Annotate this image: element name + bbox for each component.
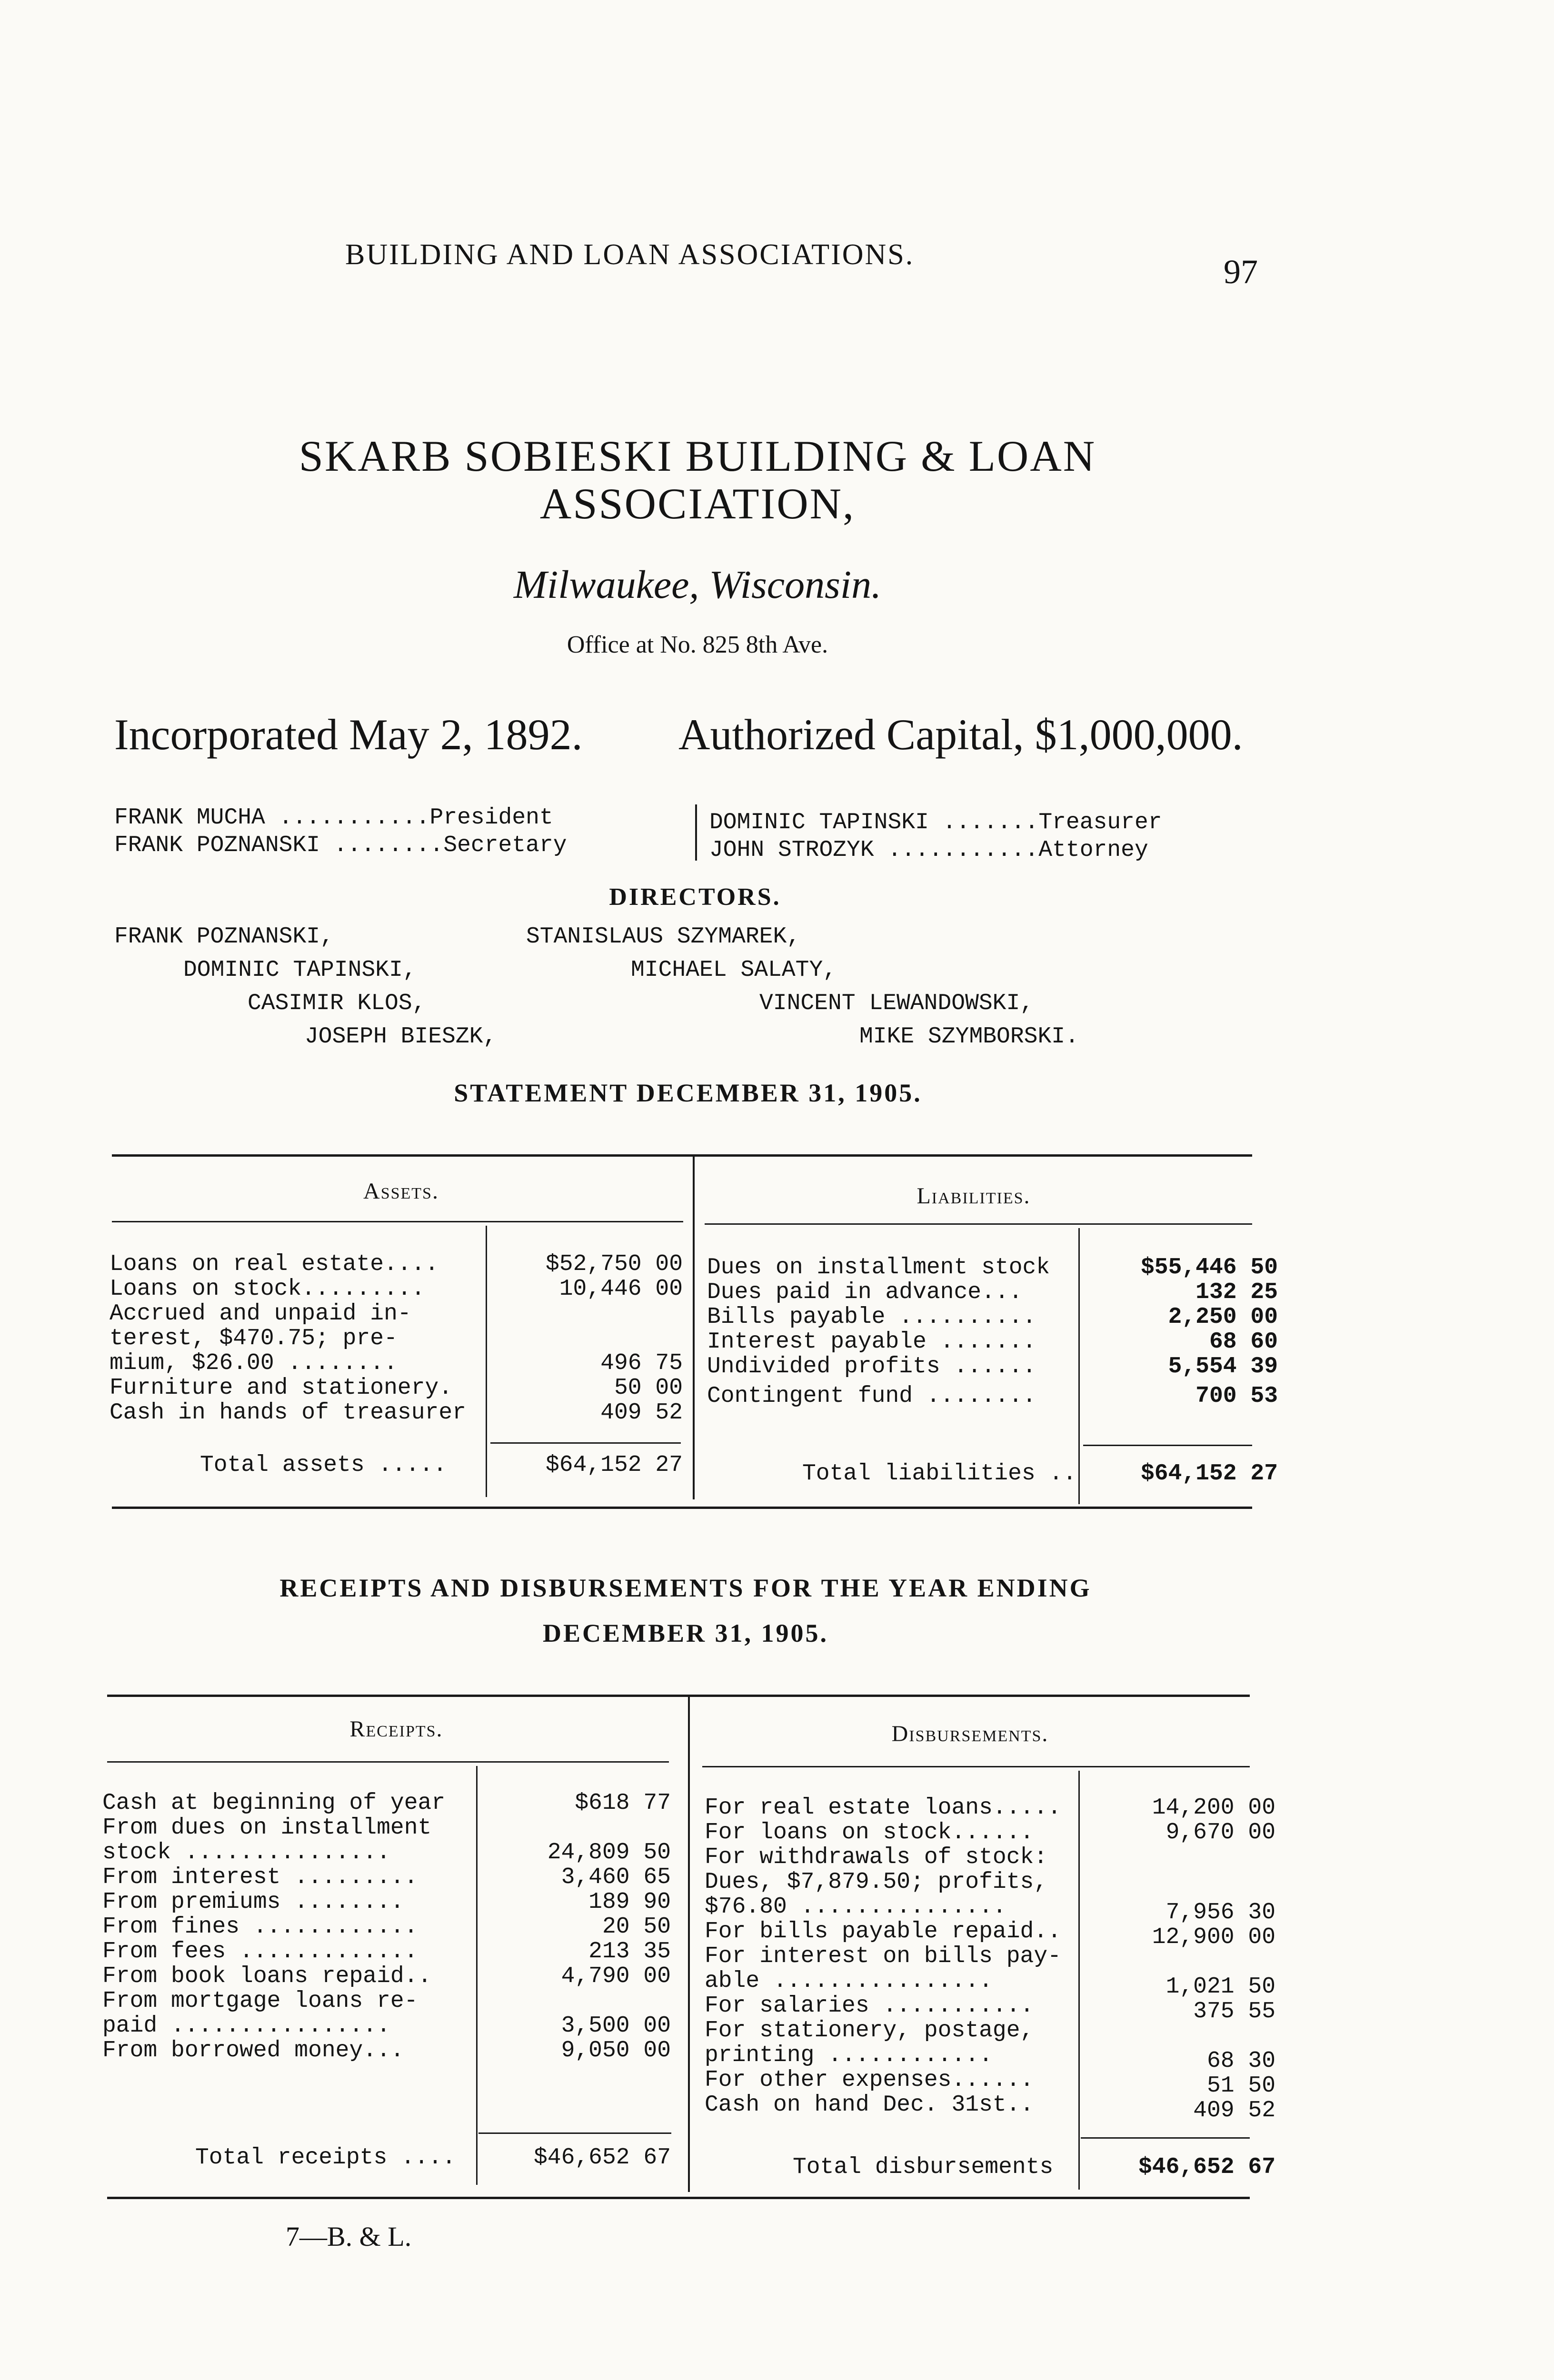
assets-row-label: Furniture and stationery. (110, 1375, 453, 1401)
disbursements-header-rule (702, 1766, 1250, 1767)
liabilities-total-amount: $64,152 27 (1140, 1461, 1278, 1487)
disbursements-row-label: Dues, $7,879.50; profits, (705, 1869, 1048, 1895)
disbursements-heading: Disbursements. (891, 1721, 1049, 1746)
receipts-row-label: From mortgage loans re- (102, 1988, 418, 2014)
liabilities-total-label: Total liabilities .. (802, 1461, 1077, 1487)
officer-treasurer: DOMINIC TAPINSKI .......Treasurer (709, 810, 1162, 835)
receipts-heading: Receipts. (349, 1716, 443, 1742)
disbursements-row-amount: 7,956 30 (1166, 1900, 1275, 1925)
liabilities-total-rule (1083, 1445, 1252, 1446)
disbursements-row-label: For stationery, postage, (705, 2018, 1034, 2043)
incorporated-date: Incorporated May 2, 1892. (114, 710, 583, 759)
liabilities-header-rule (705, 1223, 1252, 1225)
director-name: DOMINIC TAPINSKI, (183, 957, 417, 983)
receipts-bottom-rule (107, 2197, 1250, 2199)
assets-row-amount: 496 75 (600, 1350, 683, 1376)
receipts-total-label: Total receipts .... (195, 2145, 456, 2171)
receipts-row-amount: 3,460 65 (561, 1864, 671, 1890)
disbursements-row-amount: 12,900 00 (1152, 1924, 1275, 1950)
receipts-center-divider (688, 1697, 690, 2192)
statement-center-divider (693, 1157, 695, 1499)
director-name: VINCENT LEWANDOWSKI, (759, 991, 1034, 1016)
disbursements-row-label: For interest on bills pay- (705, 1944, 1061, 1969)
officers-divider (695, 804, 697, 861)
assets-row-label: Loans on real estate.... (110, 1251, 439, 1277)
running-title: BUILDING AND LOAN ASSOCIATIONS. (345, 238, 915, 271)
liabilities-row-amount: 700 53 (1195, 1383, 1278, 1409)
assets-amount-divider (486, 1226, 487, 1497)
liabilities-row-amount: $55,446 50 (1140, 1255, 1278, 1280)
association-name-line1: SKARB SOBIESKI BUILDING & LOAN (299, 432, 1096, 480)
director-name: MIKE SZYMBORSKI. (859, 1024, 1079, 1050)
directors-heading: DIRECTORS. (609, 883, 781, 911)
disbursements-row-label: Cash on hand Dec. 31st.. (705, 2092, 1034, 2118)
receipts-heading-line2: DECEMBER 31, 1905. (542, 1619, 829, 1647)
receipts-row-amount: 213 35 (588, 1939, 671, 1964)
liabilities-row-label: Contingent fund ........ (707, 1383, 1036, 1409)
liabilities-row-amount: 68 60 (1209, 1329, 1278, 1355)
liabilities-row-label: Dues on installment stock (707, 1255, 1050, 1280)
receipts-row-amount: 3,500 00 (561, 2013, 671, 2039)
receipts-row-label: From dues on installment (102, 1815, 432, 1841)
assets-header-rule (112, 1221, 683, 1222)
disbursements-row-amount: 51 50 (1206, 2073, 1275, 2099)
disbursements-row-amount: 409 52 (1193, 2098, 1275, 2123)
director-name: CASIMIR KLOS, (248, 991, 426, 1016)
receipts-total-rule (478, 2132, 671, 2134)
liabilities-row-amount: 2,250 00 (1168, 1304, 1278, 1330)
receipts-row-label: From premiums ........ (102, 1889, 404, 1915)
receipts-heading-line1: RECEIPTS AND DISBURSEMENTS FOR THE YEAR ENDING (279, 1574, 1092, 1602)
disbursements-total-rule (1081, 2137, 1250, 2139)
assets-row-amount: 409 52 (600, 1400, 683, 1426)
director-name: MICHAEL SALATY, (631, 957, 837, 983)
office-address: Office at No. 825 8th Ave. (567, 631, 828, 658)
receipts-row-amount: 189 90 (588, 1889, 671, 1915)
liabilities-row-label: Undivided profits ...... (707, 1354, 1036, 1379)
receipts-header-rule (107, 1761, 669, 1763)
assets-total-rule (490, 1442, 681, 1444)
disbursements-row-label: For other expenses...... (705, 2067, 1034, 2093)
authorized-capital: Authorized Capital, $1,000,000. (678, 710, 1243, 759)
receipts-row-amount: 20 50 (602, 1914, 671, 1940)
officer-attorney: JOHN STROZYK ...........Attorney (709, 837, 1148, 863)
disbursements-amount-divider (1078, 1771, 1080, 2190)
liabilities-row-label: Dues paid in advance... (707, 1279, 1023, 1305)
receipts-total-amount: $46,652 67 (533, 2145, 671, 2171)
receipts-row-amount: 4,790 00 (561, 1964, 671, 1989)
receipts-row-label: From interest ......... (102, 1864, 418, 1890)
liabilities-row-amount: 132 25 (1195, 1279, 1278, 1305)
liabilities-row-amount: 5,554 39 (1168, 1354, 1278, 1379)
disbursements-row-label: able ................ (705, 1968, 993, 1994)
assets-heading: Assets. (363, 1179, 439, 1204)
disbursements-row-amount: 1,021 50 (1166, 1974, 1275, 2000)
receipts-row-label: Cash at beginning of year (102, 1790, 446, 1816)
statement-top-rule (112, 1154, 1252, 1157)
liabilities-row-label: Interest payable ....... (707, 1329, 1036, 1355)
assets-row-label: Accrued and unpaid in- (110, 1301, 411, 1327)
assets-total-amount: $64,152 27 (545, 1452, 683, 1478)
disbursements-total-label: Total disbursements (793, 2154, 1054, 2180)
statement-heading: STATEMENT DECEMBER 31, 1905. (454, 1079, 922, 1107)
association-city: Milwaukee, Wisconsin. (513, 563, 882, 607)
director-name: JOSEPH BIESZK, (305, 1024, 497, 1050)
receipts-row-amount: $618 77 (575, 1790, 671, 1816)
disbursements-row-label: $76.80 ............... (705, 1894, 1006, 1920)
assets-row-label: terest, $470.75; pre- (110, 1326, 398, 1351)
assets-row-amount: 50 00 (614, 1375, 683, 1401)
receipts-row-label: From borrowed money... (102, 2038, 404, 2063)
disbursements-row-amount: 68 30 (1206, 2048, 1275, 2074)
disbursements-row-label: For real estate loans..... (705, 1795, 1061, 1821)
signature-mark: 7—B. & L. (286, 2221, 412, 2252)
disbursements-row-label: For loans on stock...... (705, 1820, 1034, 1845)
receipts-amount-divider (476, 1766, 478, 2185)
receipts-top-rule (107, 1695, 1250, 1697)
disbursements-row-amount: 375 55 (1193, 1999, 1275, 2024)
liabilities-amount-divider (1078, 1228, 1080, 1504)
assets-row-label: Cash in hands of treasurer (110, 1400, 466, 1426)
receipts-row-label: From fines ............ (102, 1914, 418, 1940)
liabilities-row-label: Bills payable .......... (707, 1304, 1036, 1330)
disbursements-row-amount: 9,670 00 (1166, 1820, 1275, 1845)
assets-total-label: Total assets ..... (200, 1452, 447, 1478)
receipts-row-label: stock ............... (102, 1840, 390, 1865)
page-number: 97 (1224, 253, 1258, 291)
receipts-row-label: paid ................ (102, 2013, 390, 2039)
disbursements-row-label: For bills payable repaid.. (705, 1919, 1061, 1944)
assets-row-amount: 10,446 00 (559, 1276, 683, 1302)
receipts-row-amount: 24,809 50 (547, 1840, 671, 1865)
liabilities-heading: Liabilities. (916, 1183, 1031, 1209)
receipts-row-label: From book loans repaid.. (102, 1964, 432, 1989)
assets-row-amount: $52,750 00 (545, 1251, 683, 1277)
officer-president: FRANK MUCHA ...........President (114, 805, 553, 831)
director-name: FRANK POZNANSKI, (114, 924, 334, 950)
association-name-line2: ASSOCIATION, (539, 479, 856, 528)
officer-secretary: FRANK POZNANSKI ........Secretary (114, 833, 567, 858)
disbursements-row-amount: 14,200 00 (1152, 1795, 1275, 1821)
statement-bottom-rule (112, 1507, 1252, 1509)
assets-row-label: Loans on stock......... (110, 1276, 425, 1302)
receipts-row-amount: 9,050 00 (561, 2038, 671, 2063)
disbursements-row-label: For withdrawals of stock: (705, 1844, 1048, 1870)
assets-row-label: mium, $26.00 ........ (110, 1350, 398, 1376)
disbursements-row-label: For salaries ........... (705, 1993, 1034, 2019)
director-name: STANISLAUS SZYMAREK, (526, 924, 801, 950)
disbursements-row-label: printing ............ (705, 2043, 993, 2068)
receipts-row-label: From fees ............. (102, 1939, 418, 1964)
disbursements-total-amount: $46,652 67 (1138, 2154, 1275, 2180)
